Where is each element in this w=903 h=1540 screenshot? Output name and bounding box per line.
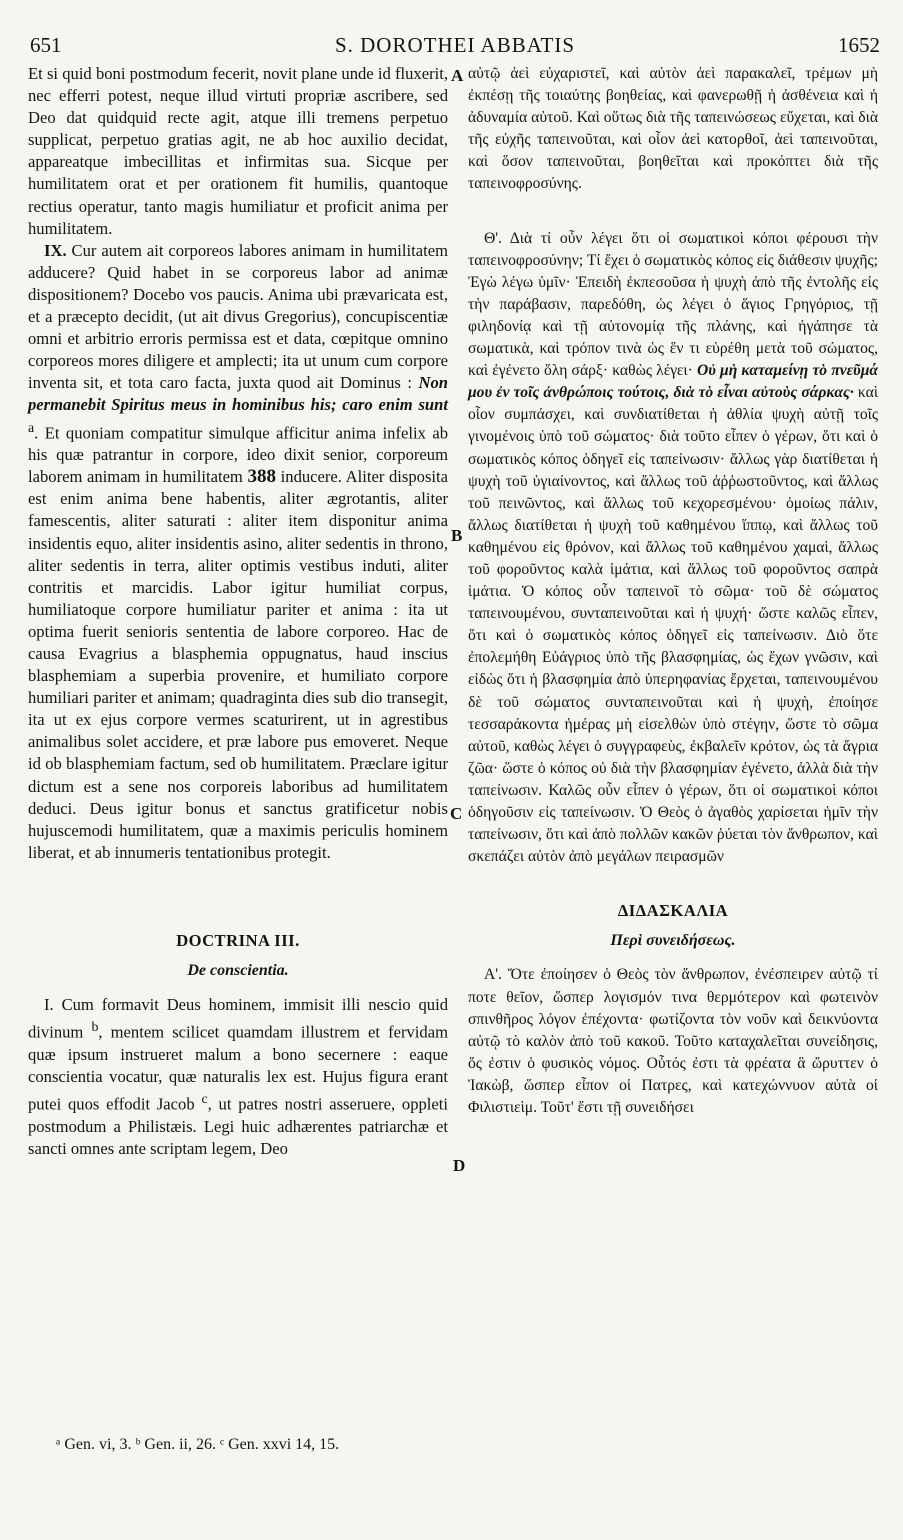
latin-paragraph-ix xyxy=(28,240,448,864)
greek-scripture-quote: Οὐ μὴ καταμείνῃ τὸ πνεῦμά μου ἐν τοῖς ἀνθρώποις τούτοις, διὰ τὸ εἶναι αὐτοὺς σάρκας· xyxy=(468,362,878,402)
latin-scripture-quote: Non permanebit Spiritus meus in hominibus his; caro enim sunt xyxy=(28,373,448,415)
spacer xyxy=(468,196,878,228)
greek-text: Θ'. Διὰ τί οὖν λέγει ὅτι οἱ σωματικοὶ κόποι φέρουσι τὴν ταπεινοφροσύνην; Τί ἔχει ὁ σωματικὸς κόπος εἰς διάθεσιν ψυχῆς; Ἐγὼ λέγω ὑμῖν· Ἐπειδὴ ἐκπεσοῦσα ἡ ψυχὴ ἀπὸ τῆς ἐντολῆς εἰς τὴν παράβασιν, παρεδόθη, ὡς λέγει ὁ ἅγιος Γρηγόριος, τῇ φιληδονίᾳ καὶ τῇ αὐτονομίᾳ τῆς πλάνης, καὶ ἠγάπησε τὰ σωματικὰ, καὶ τρόπον τινὰ ὡς ἕν τι εὑρέθη μετὰ τοῦ σώματος, καὶ ἐγένετο ὅλη σάρξ· καθὼς λέγει· xyxy=(468,229,878,380)
latin-column xyxy=(28,63,448,1160)
spacer xyxy=(28,864,448,930)
latin-paragraph-doctrina xyxy=(28,994,448,1160)
didaskalia-subtitle: Περὶ συνειδήσεως. xyxy=(610,932,736,950)
page-number-right: 1652 xyxy=(838,33,880,57)
latin-text: Cum formavit Deus hominem, immisit illi nescio quid divinum xyxy=(28,995,448,1042)
section-marker-d: D xyxy=(453,1156,466,1175)
doctrina-title: DOCTRINA III. xyxy=(176,930,300,950)
footnote-ref-c: c xyxy=(201,1091,208,1106)
column-number-388: 388 xyxy=(247,466,276,488)
latin-text: , mentem scilicet quamdam illustrem et fervidam quæ ipsum instrueret malum a bono secernere : eaque conscientia vocatur, quæ naturalis lex est. Hujus figura erant putei quos effodit Jacob xyxy=(28,1022,448,1114)
latin-text: Cur autem ait corporeos labores animam in humilitatem adducere? Quid habet in se corporeus labor ad animæ dispositionem? Docebo vos paucis. Anima ubi prævaricata est, et a præcepto decidit, (ut ait divus Gregorius), concupiscentiæ omni et arbitrio erroris permissa est et data, cœpitque omnino corporeos mores diligere et amplecti; ita ut unum cum corpore inventa sit, et tota caro facta, juxta quod ait Dominus : xyxy=(28,240,448,393)
footnotes: ᵃ Gen. vi, 3. ᵇ Gen. ii, 26. ᶜ Gen. xxvi 14, 15. xyxy=(56,1436,340,1453)
doctrina-subtitle: De conscientia. xyxy=(187,962,289,979)
footnote-ref-a: a xyxy=(28,419,35,435)
greek-text: καὶ οἷον συμπάσχει, καὶ συνδιατίθεται ἡ ἀθλία ψυχὴ αὐτῇ τοῖς γινομένοις ὑπὸ τοῦ σώματος· διὰ τοῦτο εἶπεν ὁ γέρων, ὅτι καὶ ὁ σωματικὸς κόπος ὁδηγεῖ εἰς ταπείνωσιν· ἄλλως γὰρ διατίθεται ἡ ψυχὴ τοῦ ὑγιαίνοντος, καὶ ἄλλως τοῦ ἀῤῥωστοῦντος, καὶ ἄλλως τοῦ πεινῶντος, καὶ ἄλλως τοῦ κεχορεσμένου· ὁμοίως πάλιν, ἄλλως διατίθεται ἡ ψυχὴ τοῦ καθημένου ἵππῳ, καὶ ἄλλως τοῦ καθημένου εἰς θρόνον, καὶ ἄλλως τοῦ καθημένου χαμαὶ, ἄλλως τοῦ φοροῦντος καλὰ ἱμάτια, καὶ ἄλλως τοῦ φοροῦντος σαπρὰ ἱμάτια. Ὁ κόπος οὖν ταπεινοῖ τὸ σῶμα· τοῦ δὲ σώματος ταπεινουμένου, συνταπεινοῦται καὶ ἡ ψυχή· ὥστε καλῶς εἶπεν, ὅτι καὶ ὁ σωματικὸς κόπος ὁδηγεῖ εἰς ταπείνωσιν. Διὸ ὅτε ἐπολεμήθη Εὐάγριος ὑπὸ τῆς βλασφημίας, ὡς ἔχων γνῶσιν, καὶ εἰδὼς ὅτι ἡ βλασφημία ἀπὸ ὑπερηφανίας ἔρχεται, ταπεινουμένου δὲ τοῦ σώματος συνταπεινοῦται καὶ ἡ ψυχὴ, ἐποίησε τεσσαράκοντα ἡμέρας μὴ εἰσελθὼν ὑπὸ στέγην, ὥστε τὸ σῶμα αὐτοῦ, καθὼς λέγει ὁ συγγραφεὺς, ἐκβαλεῖν κρότον, ὡς τὰ ἄγρια ζῶα· ὥστε ὁ κόπος οὐ διὰ τὴν βλασφημίαν ἐγένετο, ἀλλὰ διὰ τὴν ταπείνωσιν. Καλῶς οὖν εἶπεν ὁ γέρων, ὅτι οἱ σωματικοὶ κόποι ὁδηγοῦσιν εἰς ταπείνωσιν. Ὁ Θεὸς ὁ ἀγαθὸς χαρίσεται ἡμῖν τὴν ταπείνωσιν, ὅτι καὶ ἀπὸ πολλῶν κακῶν ῥύεται τὸν ἄνθρωπον, καὶ σκεπάζει αὐτὸν ἀπὸ μεγάλων πειρασμῶν xyxy=(468,384,879,866)
running-header xyxy=(30,33,880,59)
section-marker-a: A xyxy=(451,66,464,85)
greek-paragraph-alpha: Α'. Ὅτε ἐποίησεν ὁ Θεὸς τὸν ἄνθρωπον, ἐνέσπειρεν αὐτῷ τί ποτε θεῖον, ὥσπερ λογισμόν τινα θερμότερον καὶ φωτεινὸν σπινθῆρος λόγον ἐπέχοντα· φωτίζοντα τὸν νοῦν καὶ δεικνύοντα αὐτῷ τὸ καλὸν ἀπὸ τοῦ κακοῦ. Τοῦτο καταχαλεῖται συνείδησις, ὅς ἐστιν ὁ φυσικὸς νόμος. Οὗτός ἐστι τὰ φρέατα ἃ ὤρυττεν ὁ Ἰακὼβ, ὥσπερ εἶπον οἱ Πατρες, καὶ κατεχώννυον αὐτὰ οἱ Φιλιστιεὶμ. Τοῦτ' ἔστι τῇ συνειδήσει xyxy=(468,966,878,1117)
greek-column xyxy=(468,63,878,1119)
section-marker-c: C xyxy=(450,804,463,823)
section-marker-b: B xyxy=(451,526,463,545)
latin-text: , ut patres nostri asseruere, oppleti postmodum a Philistæis. Legi huic adhærentes patriarchæ et sancti omnes ante scriptam legem, Deo xyxy=(28,1094,448,1158)
didaskalia-title: ΔΙΔΑΣΚΑΛΙΑ xyxy=(617,901,729,921)
latin-text: . Et quoniam compatitur simulque afficitur anima infelix ab his quæ patrantur in corpore, ideo dixit senior, corporeum laborem animam in humilitatem xyxy=(28,423,448,487)
spacer xyxy=(468,868,878,900)
section-number-i: I. xyxy=(44,995,54,1015)
greek-paragraph-theta xyxy=(468,228,878,869)
latin-paragraph-1: Et si quid boni postmodum fecerit, novit plane unde id fluxerit, nec efferri potest, neque illud virtuti propriæ ascribere, sed Deo dat quidquid recte agit, atque illi tremens perpetuo supplicat, perpetuo gratias agit, ne ab hoc auxilio decidat, appareatque imbecillitas et infirmitas sua. Sicque per humilitatem orat et per orationem fit humilis, quantoque rectius operatur, tanto magis humiliatur et proficit anima per humilitatem. xyxy=(28,64,448,238)
greek-paragraph-1: αὐτῷ ἀεὶ εὐχαριστεῖ, καὶ αὐτὸν ἀεὶ παρακαλεῖ, τρέμων μὴ ἐκπέσῃ τῆς τοιαύτης βοηθείας, καὶ φανερωθῇ ἡ ἀσθένεια καὶ ἡ ἀδυναμία αὐτοῦ. Καὶ οὕτως διὰ τῆς ταπεινώσεως εὔχεται, καὶ διὰ τῆς εὐχῆς ταπεινοῦται, καὶ οἷον ἀεὶ κατορθοῖ, ἀεὶ ταπεινοῦται, καὶ ὅσον ταπεινοῦται, βοηθεῖται καὶ προκόπτει διὰ τῆς ταπεινοφροσύνης. xyxy=(468,65,878,193)
running-title: S. DOROTHEI ABBATIS xyxy=(334,33,576,57)
footnote-ref-b: b xyxy=(91,1019,99,1035)
section-number-ix: IX. xyxy=(44,240,67,260)
page-number-left: 651 xyxy=(30,33,62,57)
latin-text: inducere. Aliter disposita est enim anima bene habentis, aliter ægrotantis, aliter famescentis, aliter saturati : aliter item disponitur anima insidentis equo, aliter insidentis asino, aliter sedentis in throno, aliter sedentis in terra, aliter optimis vestibus induti, aliter contritis et marcidis. Labor igitur humiliat corpus, humiliatoque corpore humiliatur pariter et anima : ita ut optima fuerit senioris sententia de labore corporeo. Hac de causa Evagrius a blasphemia oppugnatus, haud inscius blasphemiam a superbia provenire, et humiliato corpore humiliari pariter et animam; quadraginta dies sub dio transegit, ita ut ex ejus corpore vermes scaturirent, ut in agrestibus animalibus solet accidere, et præ labore pus emoveret. Neque id ob blasphemiam factum, sed ob humilitatem. Præclare igitur dictum est a sene nos corporeis laboribus ad humilitatem deduci. Deus igitur bonus et sanctus gratificetur nobis hujuscemodi humilitatem, quæ a maximis periculis hominem liberat, et ab innumeris tentationibus protegit. xyxy=(28,467,449,862)
